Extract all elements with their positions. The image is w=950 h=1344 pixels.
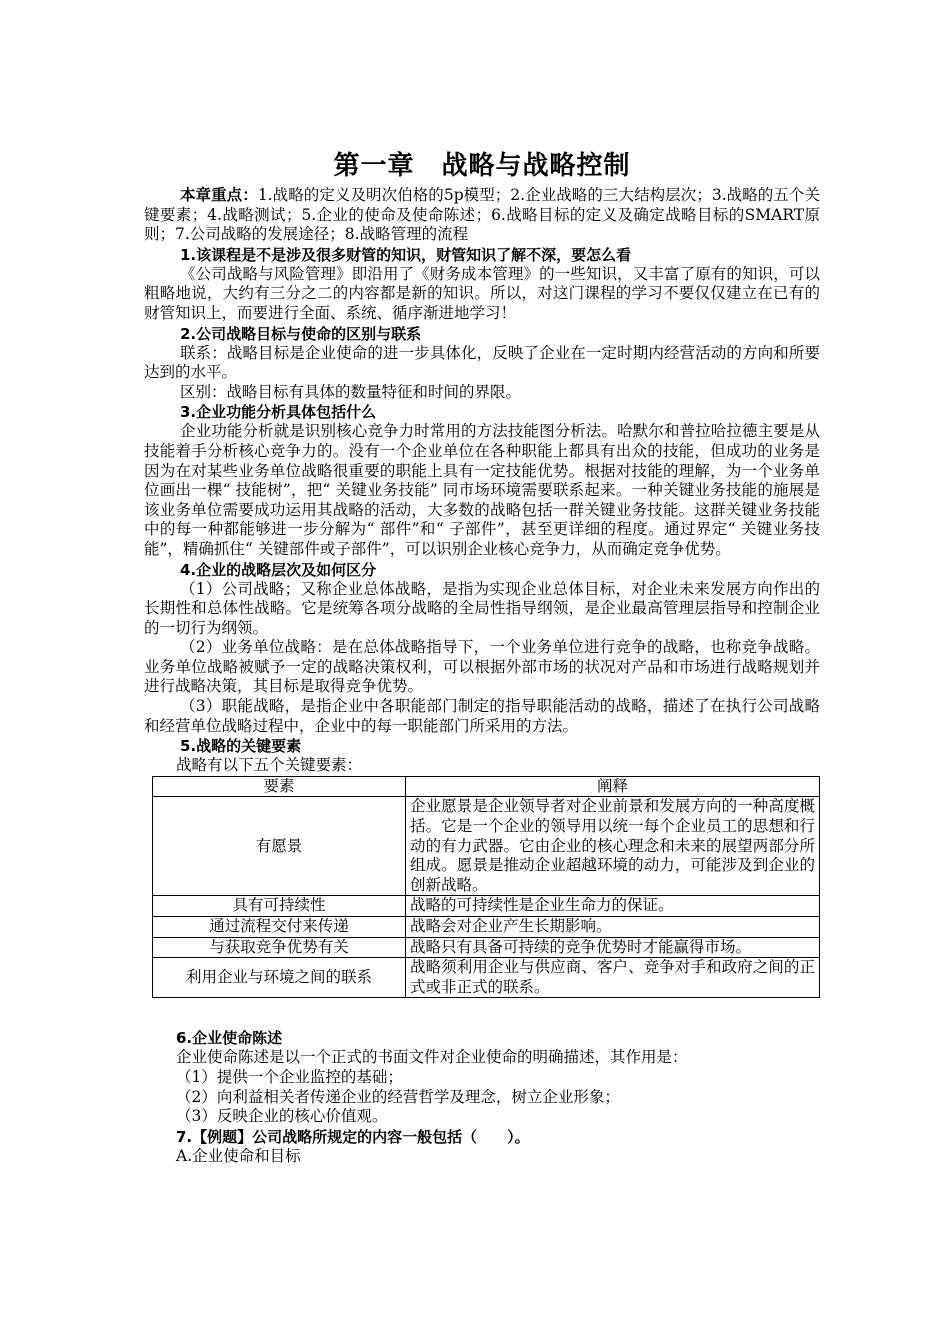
table-header-explanation: 阐释: [406, 776, 820, 797]
table-cell-element: 利用企业与环境之间的联系: [153, 958, 406, 998]
table-cell-explanation: 战略只有具备可持续的竞争优势时才能赢得市场。: [406, 937, 820, 958]
section-1-paragraph: 《公司战略与风险管理》即沿用了《财务成本管理》的一些知识，又丰富了原有的知识，可以粗略地说，大约有三分之二的内容都是新的知识。所以，对这门课程的学习不要仅仅建立在已有的财管知识上，而要进行全面、系统、循序渐进地学习！: [144, 264, 820, 322]
table-row: [153, 917, 820, 938]
section-2-heading: 2.公司战略目标与使命的区别与联系: [180, 324, 422, 343]
section-6-intro: 企业使命陈述是以一个正式的书面文件对企业使命的明确描述，其作用是：: [176, 1048, 688, 1067]
key-points-text: 1.战略的定义及明次伯格的5p模型；2.企业战略的三大结构层次；3.战略的五个关键要素；4.战略测试；5.企业的使命及使命陈述；6.战略目标的定义及确定战略目标的SMART原则；7.公司战略的发展途径；8.战略管理的流程: [144, 186, 820, 244]
section-4-paragraph-3: （3）职能战略，是指企业中各职能部门制定的指导职能活动的战略，描述了在执行公司战略和经营单位战略过程中，企业中的每一职能部门所采用的方法。: [144, 697, 820, 735]
table-header-row: [153, 776, 820, 797]
document-page: [144, 148, 820, 1166]
list-item: （1）提供一个企业监控的基础；: [176, 1067, 403, 1086]
table-cell-explanation: 企业愿景是企业领导者对企业前景和发展方向的一种高度概括。它是一个企业的领导用以统一每个企业员工的思想和行动的有力武器。它由企业的核心理念和未来的展望两部分所组成。愿景是推动企业超越环境的动力，可能涉及到企业的创新战略。: [406, 797, 820, 896]
table-row: [153, 797, 820, 896]
section-1-heading: 1.该课程是不是涉及很多财管的知识，财管知识了解不深，要怎么看: [180, 245, 632, 264]
table-cell-explanation: 战略的可持续性是企业生命力的保证。: [406, 896, 820, 917]
section-7-heading: 7.【例题】公司战略所规定的内容一般包括（ ）。: [176, 1127, 530, 1146]
table-cell-explanation: 战略会对企业产生长期影响。: [406, 917, 820, 938]
section-4-paragraph-1: （1）公司战略；又称企业总体战略，是指为实现企业总体目标，对企业未来发展方向作出的长期性和总体性战略。它是统筹各项分战略的全局性指导纲领，是企业最高管理层指导和控制企业的一切行为纲领。: [144, 579, 820, 637]
key-elements-table: [152, 776, 820, 999]
table-cell-element: 具有可持续性: [153, 896, 406, 917]
table-cell-element: 有愿景: [153, 797, 406, 896]
list-item: （3）反映企业的核心价值观。: [176, 1107, 388, 1126]
table-cell-element: 与获取竞争优势有关: [153, 937, 406, 958]
table-cell-element: 通过流程交付来传递: [153, 917, 406, 938]
key-points-label: 本章重点：: [180, 186, 258, 204]
table-row: [153, 896, 820, 917]
table-row: [153, 958, 820, 998]
key-points-paragraph: [144, 186, 820, 245]
table-cell-explanation: 战略须利用企业与供应商、客户、竞争对手和政府之间的正式或非正式的联系。: [406, 958, 820, 998]
table-row: [153, 937, 820, 958]
section-6-heading: 6.企业使命陈述: [176, 1029, 283, 1048]
list-item: （2）向利益相关者传递企业的经营哲学及理念，树立企业形象；: [176, 1087, 620, 1106]
section-4-heading: 4.企业的战略层次及如何区分: [180, 560, 377, 579]
section-2-relation: 联系：战略目标是企业使命的进一步具体化，反映了企业在一定时期内经营活动的方向和所要达到的水平。: [144, 343, 820, 382]
page-title: 第一章 战略与战略控制: [333, 151, 631, 181]
table-header-element: 要素: [153, 776, 406, 797]
option-a: A.企业使命和目标: [176, 1146, 301, 1165]
section-3-heading: 3.企业功能分析具体包括什么: [180, 403, 377, 422]
spacer: [144, 998, 820, 1028]
section-3-paragraph: 企业功能分析就是识别核心竞争力时常用的方法技能图分析法。哈默尔和普拉哈拉德主要是从技能着手分析核心竞争力的。没有一个企业单位在各种职能上都具有出众的技能，但成功的业务是因为在对某些业务单位战略很重要的职能上具有一定技能优势。根据对技能的理解，为一个业务单位画出一棵“ 技能树”，把“ 关键业务技能” 同市场环境需要联系起来。一种关键业务技能的施展是该业务单位需要成功运用其战略的活动，大多数的战略包括一群关键业务技能。这群关键业务技能中的每一种都能够进一步分解为“ 部件”和“ 子部件”，甚至更详细的程度。通过界定“ 关键业务技能”，精确抓住“ 关键部件或子部件”，可以识别企业核心竞争力，从而确定竞争优势。: [144, 422, 820, 558]
section-4-paragraph-2: （2）业务单位战略：是在总体战略指导下，一个业务单位进行竞争的战略，也称竞争战略。业务单位战略被赋予一定的战略决策权利，可以根据外部市场的状况对产品和市场进行战略规划并进行战略决策，其目标是取得竞争优势。: [144, 638, 820, 696]
section-5-heading: 5.战略的关键要素: [180, 737, 302, 756]
section-5-intro: 战略有以下五个关键要素：: [176, 756, 363, 775]
section-2-difference: 区别：战略目标有具体的数量特征和时间的界限。: [180, 382, 522, 401]
